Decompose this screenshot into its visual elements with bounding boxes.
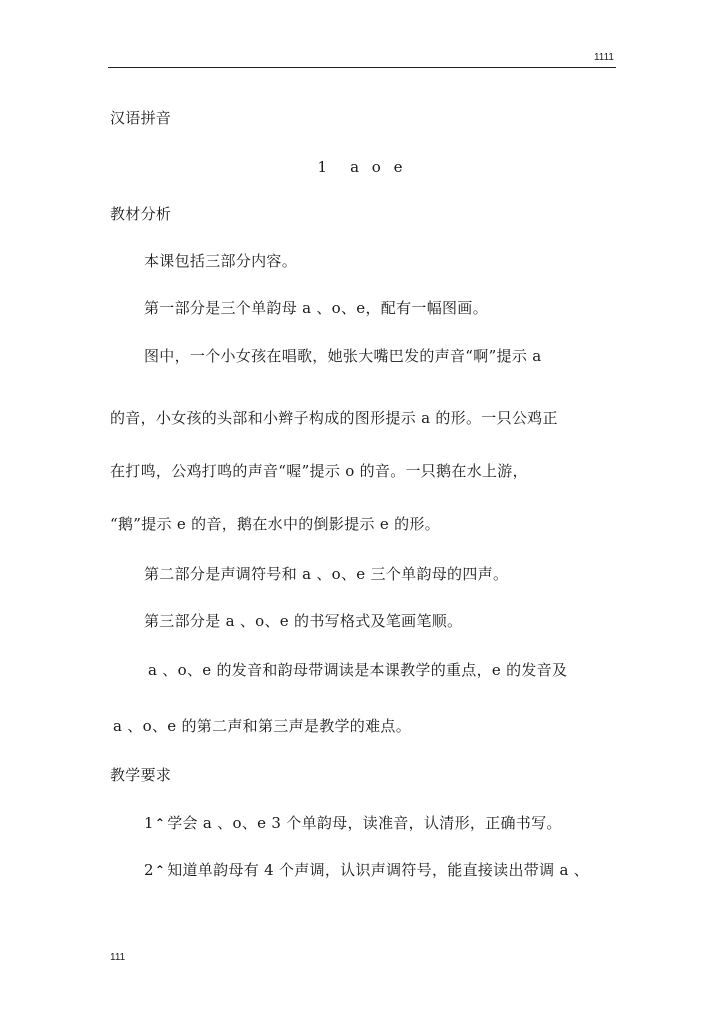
- heading-analysis: 教材分析: [110, 205, 172, 223]
- paragraph-2: 第一部分是三个单韵母 a 、o、e，配有一幅图画。: [144, 299, 488, 317]
- paragraph-3-line-1: 图中，一个小女孩在唱歌，她张大嘴巴发的声音“啊”提示 a: [144, 347, 542, 365]
- paragraph-3-line-4: “鹅”提示 e 的音，鹅在水中的倒影提示 e 的形。: [110, 515, 440, 533]
- heading-requirements: 教学要求: [110, 766, 172, 784]
- paragraph-1: 本课包括三部分内容。: [144, 252, 298, 270]
- lesson-title: 1 a o e: [317, 158, 407, 176]
- paragraph-3-line-3: 在打鸣，公鸡打鸣的声音“喔”提示 o 的音。一只鹅在水上游，: [110, 462, 528, 480]
- requirement-2: [144, 860, 589, 880]
- caret-up-icon: ⌃: [154, 863, 166, 877]
- requirement-1-text: 学会 a 、o、e 3 个单韵母，读准音，认清形，正确书写。: [167, 814, 562, 832]
- requirement-1-number: 1: [144, 814, 154, 832]
- section-label: 汉语拼音: [110, 109, 172, 127]
- requirement-2-text: 知道单韵母有 4 个声调，认识声调符号，能直接读出带调 a 、: [167, 861, 590, 879]
- paragraph-6-line-1: a 、o、e 的发音和韵母带调读是本课教学的重点，e 的发音及: [148, 661, 568, 679]
- footer-page-number: 111: [110, 952, 126, 963]
- paragraph-5: 第三部分是 a 、o、e 的书写格式及笔画笔顺。: [144, 612, 463, 630]
- requirement-2-number: 2: [144, 861, 154, 879]
- caret-up-icon: ⌃: [154, 816, 166, 830]
- paragraph-4: 第二部分是声调符号和 a 、o、e 三个单韵母的四声。: [144, 565, 509, 583]
- header-page-number: 1111: [593, 52, 614, 63]
- header-rule: [108, 67, 616, 68]
- paragraph-3-line-2: 的音，小女孩的头部和小辫子构成的图形提示 a 的形。一只公鸡正: [110, 409, 558, 427]
- paragraph-6-line-2: a 、o、e 的第二声和第三声是教学的难点。: [113, 717, 411, 735]
- requirement-1: [144, 813, 562, 833]
